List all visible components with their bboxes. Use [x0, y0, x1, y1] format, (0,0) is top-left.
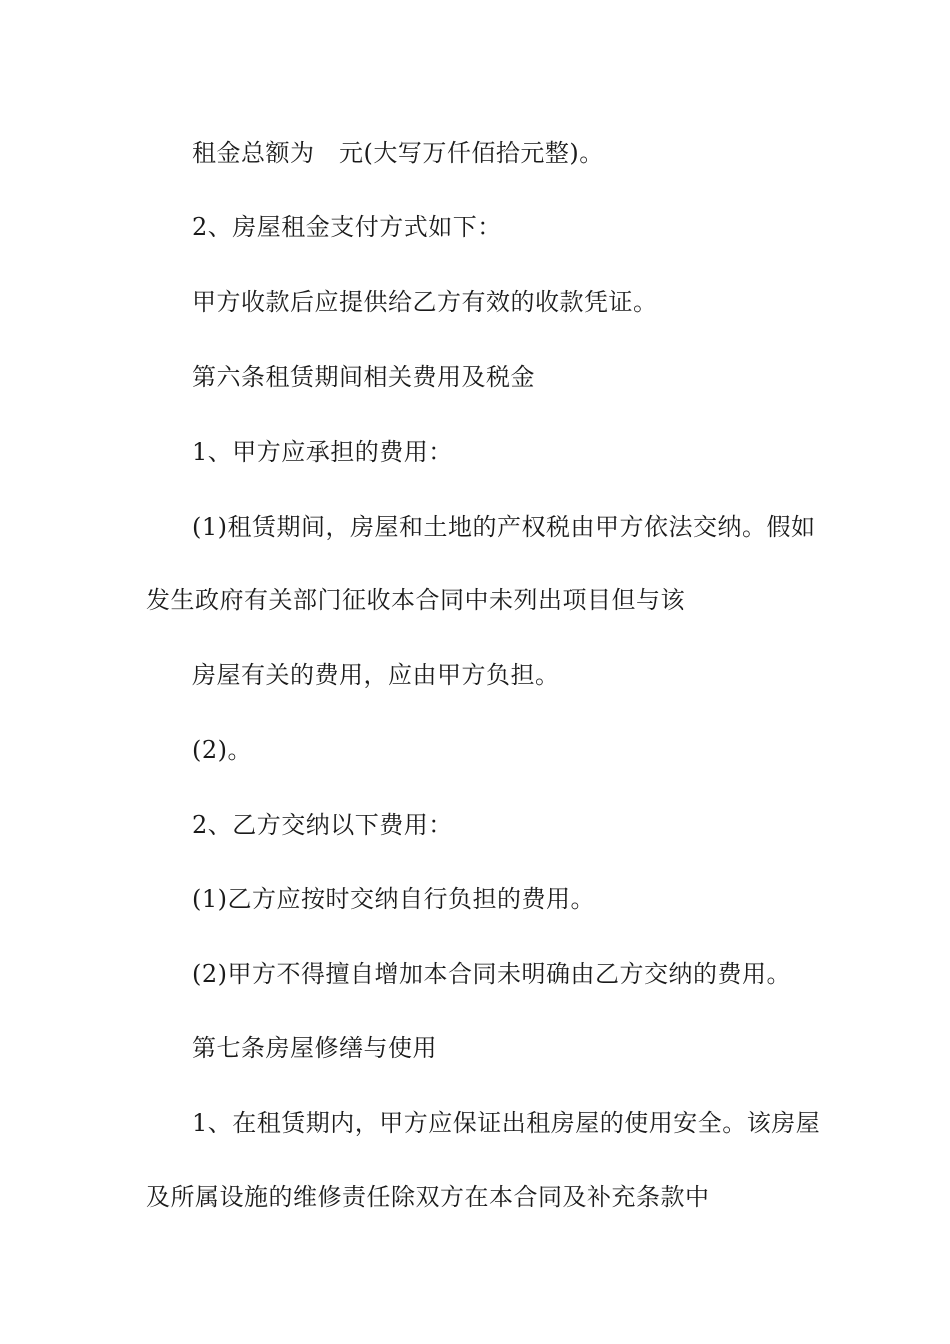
rent-total-line: 租金总额为 元(大写万仟佰拾元整)。	[192, 139, 604, 167]
repair-clause-1: 1、在租赁期内，甲方应保证出租房屋的使用安全。该房屋	[192, 1109, 821, 1137]
party-a-fee-item-2: (2)。	[192, 736, 252, 764]
repair-clause-1-cont: 及所属设施的维修责任除双方在本合同及补充条款中	[146, 1183, 710, 1211]
article-seven-heading: 第七条房屋修缮与使用	[192, 1034, 437, 1062]
party-a-fee-item-1-cont: 发生政府有关部门征收本合同中未列出项目但与该	[146, 586, 685, 614]
party-b-fees-heading: 2、乙方交纳以下费用：	[192, 811, 453, 839]
payment-method-heading: 2、房屋租金支付方式如下：	[192, 213, 502, 241]
party-b-fee-item-1: (1)乙方应按时交纳自行负担的费用。	[192, 885, 595, 913]
party-a-fee-item-1: (1)租赁期间，房屋和土地的产权税由甲方依法交纳。假如	[192, 513, 816, 541]
party-a-fees-heading: 1、甲方应承担的费用：	[192, 438, 453, 466]
receipt-clause: 甲方收款后应提供给乙方有效的收款凭证。	[192, 288, 658, 316]
article-six-heading: 第六条租赁期间相关费用及税金	[192, 363, 535, 391]
party-a-fee-item-1-end: 房屋有关的费用，应由甲方负担。	[192, 661, 560, 689]
party-b-fee-item-2: (2)甲方不得擅自增加本合同未明确由乙方交纳的费用。	[192, 960, 791, 988]
